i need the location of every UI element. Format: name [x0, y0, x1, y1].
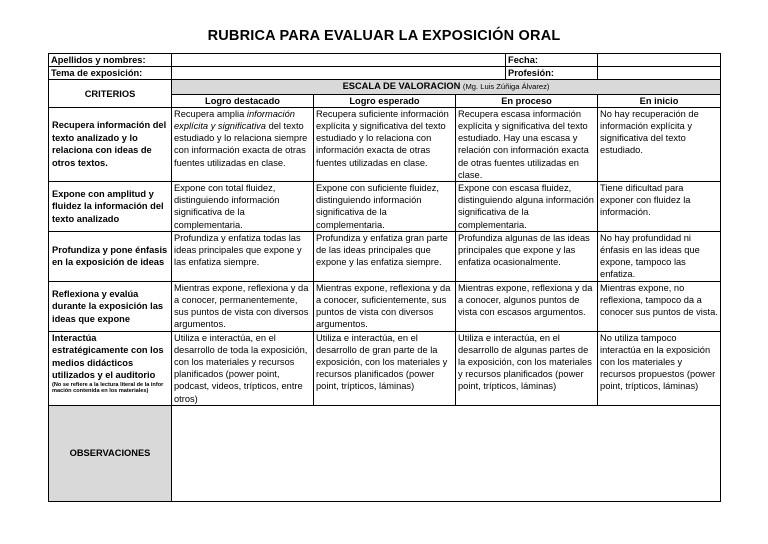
observaciones-field[interactable]	[172, 405, 721, 501]
table-row	[49, 281, 721, 331]
document-title: RUBRICA PARA EVALUAR LA EXPOSICIÓN ORAL	[207, 28, 561, 44]
criterion-cell	[49, 331, 172, 405]
date-label: Fecha:	[506, 54, 598, 67]
observations-row	[49, 405, 721, 501]
rubric-cell: Utiliza e interactúa, en el desarrollo de algunas partes de la exposición, con los materiales y recursos planificados (power point, trípticos, láminas)	[456, 331, 598, 405]
rubric-cell: Profundiza algunas de las ideas principales que expone y las enfatiza ocasionalmente.	[456, 231, 598, 281]
profession-field[interactable]	[598, 67, 721, 80]
criterion-name: Profundiza y pone énfasis en la exposición de ideas	[49, 231, 172, 281]
topic-field[interactable]	[172, 67, 506, 80]
rubric-cell: No hay recuperación de información explícita y significativa del texto estudiado.	[598, 107, 721, 181]
level-header: Logro destacado	[172, 94, 314, 107]
level-header: Logro esperado	[314, 94, 456, 107]
rubric-cell: Profundiza y enfatiza gran parte de las ideas principales que expone y las enfatiza siempre.	[314, 231, 456, 281]
scale-author: (Mg. Luis Zúñiga Álvarez)	[462, 82, 550, 92]
criterion-note: (No se refiere a la lectura literal de la infor mación contenida en los materiales)	[52, 381, 164, 395]
rubric-cell: Recupera suficiente información explícita y significativa del texto estudiado y lo relaciona con información exacta de otras fuentes utilizadas en clase.	[314, 107, 456, 181]
scale-label: ESCALA DE VALORACION	[342, 81, 461, 92]
rubric-cell: Mientras expone, reflexiona y da a conocer, permanentemente, sus puntos de vista con diversos argumentos.	[172, 281, 314, 331]
table-row	[49, 182, 721, 232]
observaciones-label: OBSERVACIONES	[49, 405, 172, 501]
rubric-cell: Recupera escasa información explícita y significativa del texto estudiado. Hay una escasa y relación con información exacta de otras fuentes utilizadas en clase.	[456, 107, 598, 181]
criterion-name: Expone con amplitud y fluidez la información del texto analizado	[49, 182, 172, 232]
rubric-cell: Profundiza y enfatiza todas las ideas principales que expone y las enfatiza siempre.	[172, 231, 314, 281]
table-row	[49, 231, 721, 281]
name-label: Apellidos y nombres:	[49, 54, 172, 67]
criterion-name: Interactúa estratégicamente con los medios didácticos utilizados y el auditorio	[52, 332, 164, 381]
table-row	[49, 107, 721, 181]
rubric-cell: Tiene dificultad para exponer con fluidez la información.	[598, 182, 721, 232]
scale-header	[172, 80, 721, 94]
level-header: En proceso	[456, 94, 598, 107]
rubric-cell: Recupera amplia información explícita y significativa del texto estudiado y lo relaciona siempre con información exacta de otras fuentes utilizadas en clase.	[172, 107, 314, 181]
rubric-cell: Expone con total fluidez, distinguiendo información significativa de la complementaria.	[172, 182, 314, 232]
rubric-cell: Mientras expone, reflexiona y da a conocer, algunos puntos de vista con escasos argumentos.	[456, 281, 598, 331]
rubric-cell: Utiliza e interactúa, en el desarrollo de gran parte de la exposición, con los materiales y recursos planificados (power point, trípticos, láminas)	[314, 331, 456, 405]
topic-label: Tema de exposición:	[49, 67, 172, 80]
rubric-cell: No hay profundidad ni énfasis en las ideas que expone, tampoco las enfatiza.	[598, 231, 721, 281]
table-row	[49, 331, 721, 405]
rubric-cell: Mientras expone, no reflexiona, tampoco da a conocer sus puntos de vista.	[598, 281, 721, 331]
rubric-cell: No utiliza tampoco interactúa en la exposición con los materiales y recursos propuestos (power point, trípticos, láminas)	[598, 331, 721, 405]
criterios-header: CRITERIOS	[49, 80, 172, 107]
profession-label: Profesión:	[506, 67, 598, 80]
criterion-name: Recupera información del texto analizado y lo relaciona con ideas de otros textos.	[49, 107, 172, 181]
rubric-cell: Expone con escasa fluidez, distinguiendo alguna información significativa de la complementaria.	[456, 182, 598, 232]
criterion-name: Reflexiona y evalúa durante la exposición las ideas que expone	[49, 281, 172, 331]
rubric-table	[48, 53, 721, 502]
rubric-cell: Utiliza e interactúa, en el desarrollo de toda la exposición, con los materiales y recursos planificados (power point, podcast, videos, trípticos, entre otros)	[172, 331, 314, 405]
name-field[interactable]	[172, 54, 506, 67]
rubric-cell: Mientras expone, reflexiona y da a conocer, suficientemente, sus puntos de vista con diversos argumentos.	[314, 281, 456, 331]
date-field[interactable]	[598, 54, 721, 67]
rubric-cell: Expone con suficiente fluidez, distinguiendo información significativa de la complementaria.	[314, 182, 456, 232]
level-header: En inicio	[598, 94, 721, 107]
